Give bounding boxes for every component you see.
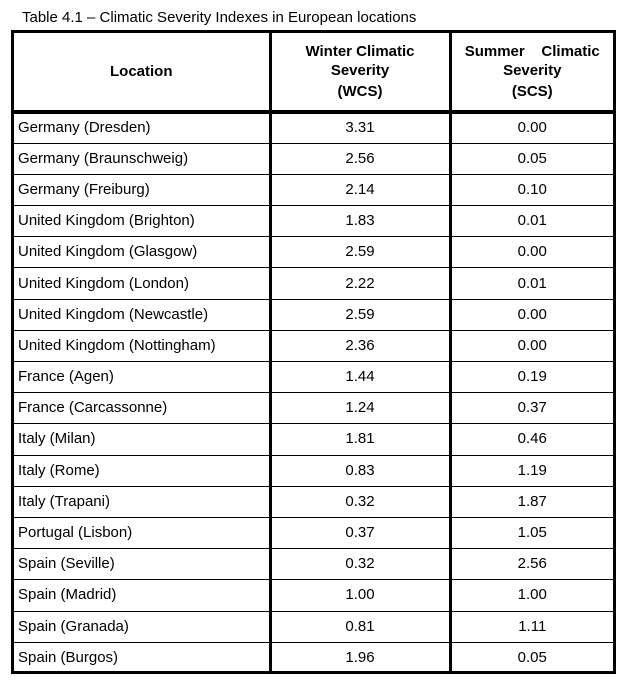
table-row: [14, 206, 613, 237]
table-row: [14, 330, 613, 361]
scs-cell: 0.05: [517, 649, 547, 667]
header-wcs-abbr: (WCS): [337, 83, 383, 100]
location-cell: Portugal (Lisbon): [14, 517, 270, 548]
location-cell: France (Carcassonne): [14, 393, 270, 424]
table-row: [14, 174, 613, 205]
wcs-cell: 1.96: [270, 642, 450, 673]
location-cell: United Kingdom (Nottingham): [14, 330, 270, 361]
wcs-cell: 1.00: [270, 580, 450, 611]
table-row: [14, 486, 613, 517]
wcs-cell: 0.81: [270, 611, 450, 642]
wcs-cell: 1.44: [270, 362, 450, 393]
header-row: [14, 33, 613, 112]
scs-cell: 0.10: [450, 174, 613, 205]
location-cell: United Kingdom (London): [14, 268, 270, 299]
wcs-cell: 2.59: [270, 237, 450, 268]
scs-cell: 0.05: [450, 143, 613, 174]
location-cell: Germany (Braunschweig): [14, 143, 270, 174]
location-cell: United Kingdom (Brighton): [14, 206, 270, 237]
scs-cell: 0.01: [450, 206, 613, 237]
scs-cell: 0.46: [450, 424, 613, 455]
location-cell: United Kingdom (Glasgow): [14, 237, 270, 268]
wcs-cell: 0.32: [270, 486, 450, 517]
location-cell: Spain (Seville): [14, 549, 270, 580]
scs-cell: 0.00: [450, 299, 613, 330]
table-row: [14, 112, 613, 143]
header-scs-line1: Summer Climatic: [464, 43, 600, 60]
wcs-cell: 2.22: [270, 268, 450, 299]
header-scs-abbr: (SCS): [511, 83, 553, 100]
wcs-cell: 2.59: [270, 299, 450, 330]
scs-cell: 0.01: [450, 268, 613, 299]
wcs-cell: 0.37: [270, 517, 450, 548]
wcs-cell: 0.83: [270, 455, 450, 486]
header-location-label: Location: [110, 63, 173, 80]
location-cell: Spain (Madrid): [14, 580, 270, 611]
location-cell: Italy (Trapani): [14, 486, 270, 517]
table-row: [14, 393, 613, 424]
table-row: [14, 642, 613, 673]
header-location: [14, 33, 270, 112]
header-wcs-line1: Winter Climatic: [305, 43, 415, 60]
location-cell: Germany (Dresden): [14, 112, 270, 143]
table-row: [14, 424, 613, 455]
wcs-cell: 0.32: [270, 549, 450, 580]
wcs-cell: 1.83: [270, 206, 450, 237]
table-row: [14, 362, 613, 393]
scs-cell: 1.19: [450, 455, 613, 486]
wcs-cell: 1.24: [270, 393, 450, 424]
wcs-cell: 1.81: [270, 424, 450, 455]
table-row: [14, 143, 613, 174]
table-row: [14, 611, 613, 642]
header-scs: [450, 33, 613, 112]
scs-cell: 0.00: [450, 237, 613, 268]
header-scs-line2: Severity: [503, 62, 562, 79]
location-cell: Italy (Rome): [14, 455, 270, 486]
scs-cell: 0.00: [450, 330, 613, 361]
location-cell: Spain (Granada): [14, 611, 270, 642]
wcs-cell: 2.14: [270, 174, 450, 205]
table-row: [14, 299, 613, 330]
table-row: [14, 237, 613, 268]
scs-cell: 1.00: [450, 580, 613, 611]
wcs-cell: 2.56: [270, 143, 450, 174]
location-cell: Germany (Freiburg): [14, 174, 270, 205]
scs-cell: 0.00: [450, 112, 613, 143]
scs-cell: 0.37: [450, 393, 613, 424]
table-row: [14, 517, 613, 548]
wcs-cell: 2.36: [270, 330, 450, 361]
climatic-severity-table: [11, 30, 616, 674]
location-cell: Italy (Milan): [14, 424, 270, 455]
location-cell: Spain (Burgos): [14, 642, 270, 673]
table-caption: Table 4.1 – Climatic Severity Indexes in European locations: [22, 9, 417, 26]
table-row: [14, 580, 613, 611]
table-body: [14, 112, 613, 673]
scs-cell: 1.87: [450, 486, 613, 517]
header-wcs: [270, 33, 450, 112]
wcs-cell: 3.31: [270, 112, 450, 143]
header-wcs-line2: Severity: [330, 62, 390, 79]
table-header: [14, 33, 613, 112]
location-cell: France (Agen): [14, 362, 270, 393]
table-row: [14, 455, 613, 486]
table-row: [14, 549, 613, 580]
scs-cell: 2.56: [450, 549, 613, 580]
scs-cell: 1.11: [450, 611, 613, 642]
location-cell: United Kingdom (Newcastle): [14, 299, 270, 330]
scs-cell: 1.05: [450, 517, 613, 548]
data-table: [14, 33, 613, 673]
table-row: [14, 268, 613, 299]
scs-cell: 0.19: [450, 362, 613, 393]
